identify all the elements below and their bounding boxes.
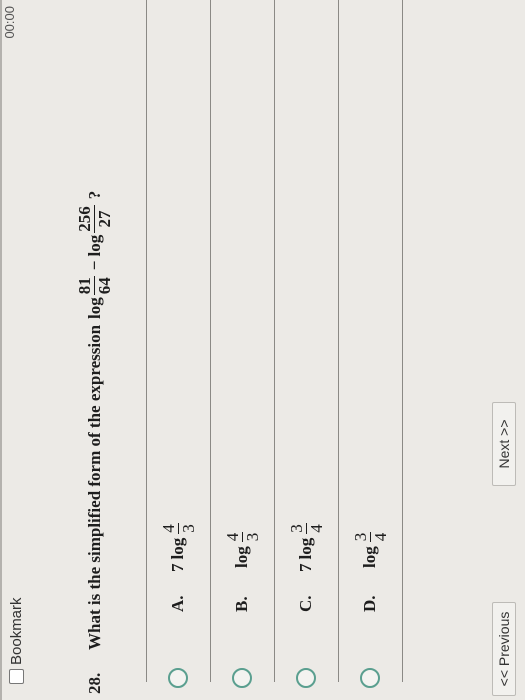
bookmark-label: Bookmark xyxy=(8,597,25,665)
question-text xyxy=(76,187,113,694)
option-a-radio[interactable] xyxy=(168,668,188,688)
option-c[interactable] xyxy=(274,521,338,688)
option-letter: C. xyxy=(296,595,315,612)
fraction-numerator: 4 xyxy=(158,524,178,533)
option-d-radio[interactable] xyxy=(360,668,380,688)
option-log: log xyxy=(296,537,315,560)
bookmark-checkbox[interactable] xyxy=(9,669,24,684)
fraction-numerator: 256 xyxy=(75,206,94,232)
option-letter: D. xyxy=(360,595,379,612)
option-fraction xyxy=(160,523,197,534)
option-b[interactable] xyxy=(210,530,274,688)
fraction-numerator: 3 xyxy=(286,524,306,533)
fraction-denominator: 64 xyxy=(95,277,114,295)
next-button[interactable]: Next >> xyxy=(492,402,516,486)
minus-sign: − xyxy=(84,260,104,271)
timer-text: 00:00 xyxy=(2,6,17,39)
option-log: log xyxy=(360,546,379,568)
option-fraction xyxy=(224,532,261,543)
option-coefficient: 7 xyxy=(168,563,187,572)
fraction-denominator: 4 xyxy=(370,532,390,542)
option-fraction xyxy=(352,532,389,543)
question-prompt: What is the simplified form of the expression xyxy=(84,324,104,650)
option-coefficient: 7 xyxy=(296,563,315,572)
option-letter: A. xyxy=(168,595,187,612)
fraction-numerator: 4 xyxy=(222,532,242,542)
top-divider xyxy=(0,0,2,700)
question-number: 28. xyxy=(84,672,104,694)
fraction-denominator: 4 xyxy=(306,524,326,533)
option-log: log xyxy=(168,537,187,560)
option-b-radio[interactable] xyxy=(232,668,252,688)
fraction-denominator: 27 xyxy=(95,210,114,228)
fraction-denominator: 3 xyxy=(242,532,262,542)
option-divider xyxy=(402,0,403,682)
option-c-radio[interactable] xyxy=(296,668,316,688)
question-fraction-2 xyxy=(76,205,113,233)
fraction-denominator: 3 xyxy=(178,524,198,533)
question-mark: ? xyxy=(84,190,104,200)
fraction-numerator: 3 xyxy=(350,532,370,542)
option-letter: B. xyxy=(232,596,251,612)
question-fraction-1 xyxy=(76,276,113,295)
question-log-1: log xyxy=(84,297,104,319)
bookmark-toggle[interactable] xyxy=(8,597,25,684)
fraction-numerator: 81 xyxy=(75,277,94,295)
question-log-2: log xyxy=(84,234,104,257)
previous-button[interactable]: << Previous xyxy=(492,602,516,696)
option-a[interactable] xyxy=(146,521,210,688)
option-d[interactable] xyxy=(338,530,402,688)
option-log: log xyxy=(232,546,251,568)
option-fraction xyxy=(288,523,325,534)
